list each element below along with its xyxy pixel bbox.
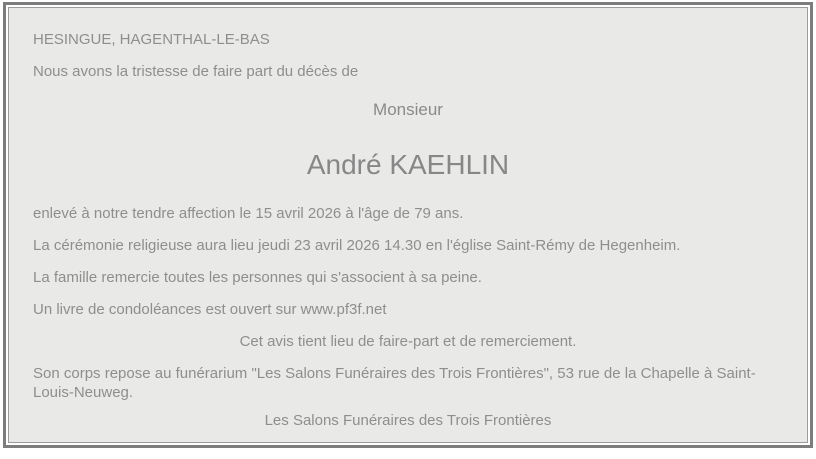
death-line: enlevé à notre tendre affection le 15 avril 2026 à l'âge de 79 ans. — [33, 205, 464, 222]
announcement-card-border — [3, 2, 813, 448]
ceremony-line: La cérémonie religieuse aura lieu jeudi 23 avril 2026 14.30 en l'église Saint-Rémy de Hegenheim. — [33, 237, 681, 254]
funeral-home-name: Les Salons Funéraires des Trois Frontières — [264, 412, 552, 429]
condolences-line: Un livre de condoléances est ouvert sur www.pf3f.net — [33, 301, 387, 318]
notice-line: Cet avis tient lieu de faire-part et de remerciement. — [239, 333, 577, 350]
salutation: Monsieur — [373, 100, 443, 119]
deceased-name: André KAEHLIN — [306, 149, 510, 180]
intro-line: Nous avons la tristesse de faire part du décès de — [33, 63, 359, 80]
thanks-line: La famille remercie toutes les personnes qui s'associent à sa peine. — [33, 269, 482, 286]
announcement-card — [8, 7, 808, 443]
cities-line: HESINGUE, HAGENTHAL-LE-BAS — [33, 31, 270, 48]
repose-line: Son corps repose au funérarium "Les Salons Funéraires des Trois Frontières", 53 rue de la Chapelle à Saint-Louis-Neuweg. — [33, 365, 756, 401]
